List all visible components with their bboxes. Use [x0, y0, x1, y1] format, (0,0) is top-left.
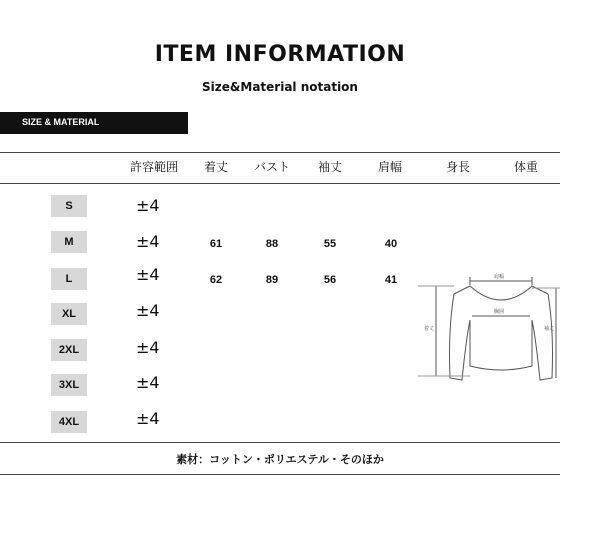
sleeve-value: 56: [323, 274, 337, 286]
col-header-bust: バスト: [253, 160, 290, 174]
size-label-4xl: 4XL: [51, 411, 87, 433]
col-header-tolerance: 許容範囲: [129, 160, 178, 174]
shoulder-value: 41: [384, 274, 398, 286]
length-value: 61: [209, 238, 223, 250]
col-header-weight: 体重: [513, 160, 538, 174]
size-label-2xl: 2XL: [51, 339, 87, 361]
shoulder-diagram-label: 肩幅: [494, 274, 505, 280]
length-value: 62: [209, 274, 223, 286]
tolerance-value: ±4: [136, 338, 160, 357]
size-label-m: M: [51, 231, 87, 253]
col-header-sleeve: 袖丈: [317, 160, 342, 174]
sleeve-value: 55: [323, 238, 337, 250]
bust-value: 89: [265, 274, 279, 286]
material-notation: 素材：コットン・ポリエステル・そのほか: [176, 453, 384, 466]
table-bottom-rule: [0, 442, 560, 443]
garment-measurement-diagram: [414, 270, 560, 386]
col-header-length: 着丈: [203, 160, 228, 174]
size-label-l: L: [51, 268, 87, 290]
tolerance-value: ±4: [136, 232, 160, 251]
bust-diagram-label: 胸囲: [494, 309, 505, 315]
section-header-label: SIZE & MATERIAL: [22, 117, 100, 127]
col-header-shoulder: 肩幅: [377, 160, 402, 174]
table-header-rule: [0, 183, 560, 184]
shirt-outline: [450, 286, 553, 380]
col-header-height: 身長: [445, 160, 470, 174]
size-label-xl: XL: [51, 303, 87, 325]
length-diagram-label: 着丈: [424, 326, 435, 332]
size-label-3xl: 3XL: [51, 374, 87, 396]
bust-value: 88: [265, 238, 279, 250]
page-title: ITEM INFORMATION: [154, 42, 406, 67]
tolerance-value: ±4: [136, 373, 160, 392]
shoulder-value: 40: [384, 238, 398, 250]
tolerance-value: ±4: [136, 409, 160, 428]
material-bottom-rule: [0, 474, 560, 475]
tolerance-value: ±4: [136, 265, 160, 284]
tolerance-value: ±4: [136, 301, 160, 320]
table-top-rule: [0, 152, 560, 153]
sleeve-diagram-label: 袖丈: [544, 326, 555, 332]
size-label-s: S: [51, 195, 87, 217]
section-header-bar: [0, 112, 188, 134]
page-subtitle: Size&Material notation: [202, 80, 358, 94]
tolerance-value: ±4: [136, 196, 160, 215]
